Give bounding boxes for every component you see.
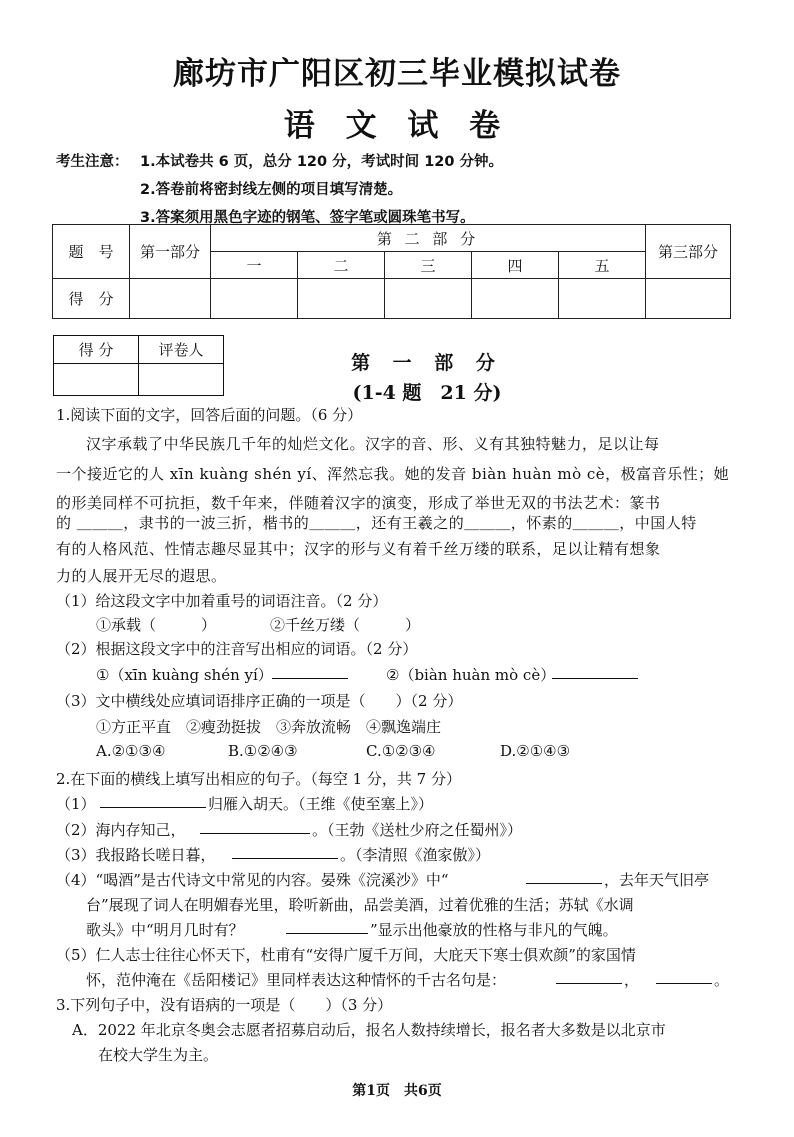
- score-cell[interactable]: [130, 279, 211, 319]
- row-header-number: 题 号: [53, 225, 130, 279]
- score-cell[interactable]: [472, 279, 559, 319]
- q1-passage-line: 汉字承载了中华民族几千年的灿烂文化。汉字的音、形、义有其独特魅力，足以让每: [86, 435, 660, 453]
- q1-sub3-words: ①方正平直 ②瘦劲挺拔 ③奔放流畅 ④飘逸端庄: [96, 718, 442, 736]
- section-title: 第 一 部 分: [351, 352, 503, 374]
- answer-blank[interactable]: [200, 819, 310, 834]
- answer-blank[interactable]: [286, 919, 368, 934]
- q1-sub2-b: ②（biàn huàn mò cè）: [386, 666, 556, 684]
- q2-line-5b: 怀，范仲淹在《岳阳楼记》里同样表达这种情怀的千古名句是：: [86, 971, 507, 989]
- q3-option-a-line-1: A．2022 年北京冬奥会志愿者招募启动后，报名人数持续增长，报名者大多数是以北京市: [72, 1021, 666, 1039]
- q2-line-4c: 台”展现了词人在明媚春光里，聆听新曲，品尝美酒，过着优雅的生活；苏轼《水调: [86, 896, 634, 914]
- part2-col-3: 三: [385, 252, 472, 279]
- score-cell[interactable]: [646, 279, 731, 319]
- q1-sub3: （3）文中横线处应填词语排序正确的一项是（ ）（2 分）: [56, 692, 463, 710]
- notice-item-3: 3.答案须用黑色字迹的钢笔、签字笔或圆珠笔书写。: [140, 210, 475, 226]
- q2-line-3a: （3）我报路长嗟日暮，: [56, 846, 216, 864]
- answer-blank[interactable]: [232, 844, 338, 859]
- part1-header: 第一部分: [130, 225, 211, 279]
- q2-line-2a: （2）海内存知己，: [56, 821, 186, 839]
- part3-header: 第三部分: [646, 225, 731, 279]
- grader-name-label: 评卷人: [139, 336, 224, 364]
- q2-line-4a: （4）“喝酒”是古代诗文中常见的内容。晏殊《浣溪沙》中“: [56, 871, 449, 889]
- exam-title: 廊坊市广阳区初三毕业模拟试卷: [173, 56, 621, 92]
- part2-header: 第 二 部 分: [211, 225, 646, 252]
- q2-line-2b: 。（王勃《送杜少府之任蜀州》）: [312, 821, 523, 839]
- q1-sub1-a: ①承载（ ）: [96, 616, 217, 634]
- q2-line-1a: （1）: [56, 795, 96, 813]
- row-header-score: 得 分: [53, 279, 130, 319]
- q2-line-5a: （5）仁人志士往往心怀天下，杜甫有“安得广厦千万间，大庇天下寒士俱欢颜”的家国情: [56, 946, 636, 964]
- option-b: B.①②④③: [228, 742, 298, 760]
- answer-blank[interactable]: [556, 969, 622, 984]
- answer-blank[interactable]: [526, 869, 602, 884]
- score-cell[interactable]: [211, 279, 298, 319]
- score-cell[interactable]: [298, 279, 385, 319]
- section-subtitle: (1-4 题 21 分): [352, 382, 502, 404]
- exam-subtitle: 语 文 试 卷: [283, 108, 511, 144]
- q2-line-4b: ，去年天气旧亭: [604, 871, 710, 889]
- page-footer: 第1页 共6页: [352, 1083, 442, 1099]
- part2-col-1: 一: [211, 252, 298, 279]
- score-cell[interactable]: [385, 279, 472, 319]
- option-c: C.①②③④: [366, 742, 436, 760]
- q2-line-5c: ，: [624, 971, 640, 989]
- q1-sub1-b: ②千丝万缕（ ）: [270, 616, 421, 634]
- answer-blank[interactable]: [272, 664, 348, 679]
- option-a: A.②①③④: [96, 742, 166, 760]
- q2-line-4e: ”显示出他豪放的性格与非凡的气魄。: [370, 921, 618, 939]
- answer-blank[interactable]: [552, 664, 638, 679]
- grader-score-label: 得 分: [54, 336, 139, 364]
- option-d: D.②①④③: [500, 742, 571, 760]
- notice-label: 考生注意：: [56, 154, 129, 170]
- q2-line-3b: 。（李清照《渔家傲》）: [340, 846, 491, 864]
- q1-passage-line: 的 ＿＿＿，隶书的一波三折，楷书的＿＿＿，还有王羲之的＿＿＿，怀素的＿＿＿，中国人特: [56, 514, 697, 532]
- q1-passage-line: 的形美同样不可抗拒，数千年来，伴随着汉字的演变，形成了举世无双的书法艺术：篆书: [56, 494, 661, 512]
- q1-sub2: （2）根据这段文字中的注音写出相应的词语。（2 分）: [56, 640, 418, 658]
- answer-blank[interactable]: [100, 793, 206, 808]
- part2-col-4: 四: [472, 252, 559, 279]
- q2-stem: 2.在下面的横线上填写出相应的句子。（每空 1 分，共 7 分）: [56, 770, 461, 788]
- q1-stem: 1.阅读下面的文字，回答后面的问题。（6 分）: [56, 406, 363, 424]
- score-cell[interactable]: [559, 279, 646, 319]
- q1-passage-line: 有的人格风范、性情志趣尽显其中；汉字的形与义有着千丝万缕的联系，足以让精有想象: [56, 540, 661, 558]
- q1-passage-line: 一个接近它的人 xīn kuàng shén yí、浑然忘我。她的发音 biàn huàn mò cè，极富音乐性；她: [56, 465, 730, 483]
- q3-stem: 3.下列句子中，没有语病的一项是（ ）（3 分）: [56, 996, 393, 1014]
- q2-line-4d: 歌头》中“明月几时有？: [86, 921, 244, 939]
- score-table: [52, 224, 731, 319]
- q2-line-5d: 。: [714, 971, 730, 989]
- q2-line-1b: 归雁入胡天。（王维《使至塞上》）: [208, 795, 434, 813]
- notice-item-1: 1.本试卷共 6 页，总分 120 分，考试时间 120 分钟。: [140, 154, 504, 170]
- q3-option-a-line-2: 在校大学生为主。: [98, 1046, 219, 1064]
- answer-blank[interactable]: [656, 969, 712, 984]
- part2-col-2: 二: [298, 252, 385, 279]
- q1-passage-line: 力的人展开无尽的遐思。: [56, 567, 227, 585]
- q1-sub2-a: ①（xīn kuàng shén yí）: [96, 666, 273, 684]
- q1-sub1: （1）给这段文字中加着重号的词语注音。（2 分）: [56, 592, 388, 610]
- notice-item-2: 2.答卷前将密封线左侧的项目填写清楚。: [140, 182, 403, 198]
- part2-col-5: 五: [559, 252, 646, 279]
